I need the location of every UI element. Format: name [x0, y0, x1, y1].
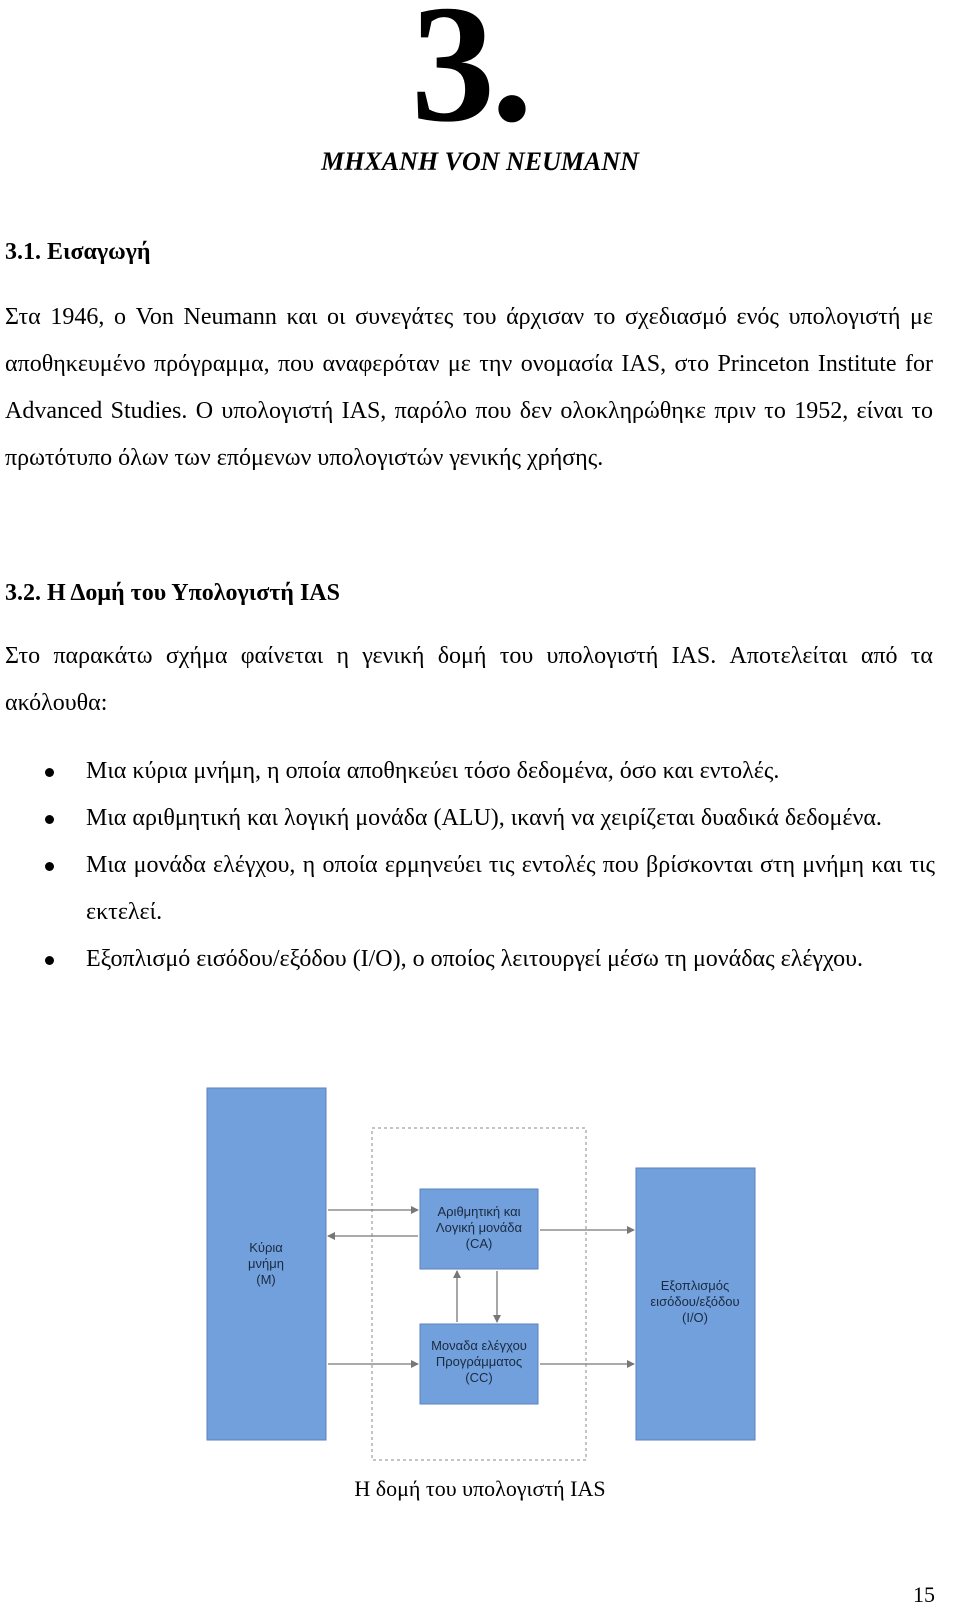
- memory-label-line2: μνήμη: [248, 1256, 284, 1271]
- chapter-number: 3.: [411, 0, 529, 157]
- cpu-boundary: [372, 1128, 586, 1460]
- component-list: [0, 748, 935, 983]
- list-item: [0, 748, 935, 795]
- list-item-text: Μια κύρια μνήμη, η οποία αποθηκεύει τόσο δεδομένα, όσο και εντολές.: [86, 758, 780, 784]
- section-heading-ias-structure: 3.2. Η Δομή του Υπολογιστή IAS: [5, 580, 340, 606]
- list-item-text: Μια αριθμητική και λογική μονάδα (ALU), ικανή να χειρίζεται δυαδικά δεδομένα.: [86, 805, 882, 831]
- bullet-icon: [45, 815, 54, 824]
- ias-structure-paragraph: Στο παρακάτω σχήμα φαίνεται η γενική δομή του υπολογιστή IAS. Αποτελείται από τα ακόλουθα:: [5, 643, 933, 716]
- list-item-text: Εξοπλισμό εισόδου/εξόδου (I/O), ο οποίος λειτουργεί μέσω τη μονάδας ελέγχου.: [86, 946, 864, 972]
- memory-label-line1: Κύρια: [249, 1240, 283, 1255]
- bullet-icon: [45, 768, 54, 777]
- list-item: [0, 842, 935, 936]
- alu-label-line3: (CA): [465, 1236, 493, 1251]
- control-label-line3: (CC): [465, 1370, 493, 1385]
- io-label-line1: Εξοπλισμός: [660, 1278, 730, 1293]
- introduction-paragraph: Στα 1946, ο Von Neumann και οι συνεγάτες του άρχισαν το σχεδιασμό ενός υπολογιστή με αποθηκευμένο πρόγραμμα, που αναφερόταν με την ονομασία IAS, στο Princeton Institute for Advanced Studies. Ο υπολογιστή IAS, παρόλο που δεν ολοκληρώθηκε πριν το 1952, είναι το πρωτότυπο όλων των επόμενων υπολογιστών γενικής χρήσης.: [5, 304, 933, 471]
- memory-label-line3: (M): [256, 1272, 276, 1287]
- list-item-text: Μια μονάδα ελέγχου, η οποία ερμηνεύει τις εντολές που βρίσκονται στη μνήμη και τις εκτελεί.: [86, 852, 935, 925]
- chapter-title: ΜΗΧΑΝΗ VON NEUMANN: [321, 147, 639, 176]
- alu-label-line1: Αριθμητική και: [437, 1204, 521, 1219]
- control-label-line1: Μοναδα ελέγχου: [431, 1338, 527, 1353]
- control-label-line2: Προγράμματος: [435, 1354, 523, 1369]
- list-item: [0, 795, 935, 842]
- section-heading-introduction: 3.1. Εισαγωγή: [5, 239, 151, 265]
- io-label-line2: εισόδου/εξόδου: [650, 1294, 740, 1309]
- page-number: 15: [913, 1582, 935, 1607]
- list-item: [0, 936, 935, 983]
- ias-structure-diagram: [0, 1080, 960, 1480]
- figure-caption: Η δομή του υπολογιστή IAS: [354, 1476, 606, 1501]
- bullet-icon: [45, 862, 54, 871]
- io-label-line3: (I/O): [682, 1310, 708, 1325]
- bullet-icon: [45, 956, 54, 965]
- alu-label-line2: Λογική μονάδα: [435, 1220, 523, 1235]
